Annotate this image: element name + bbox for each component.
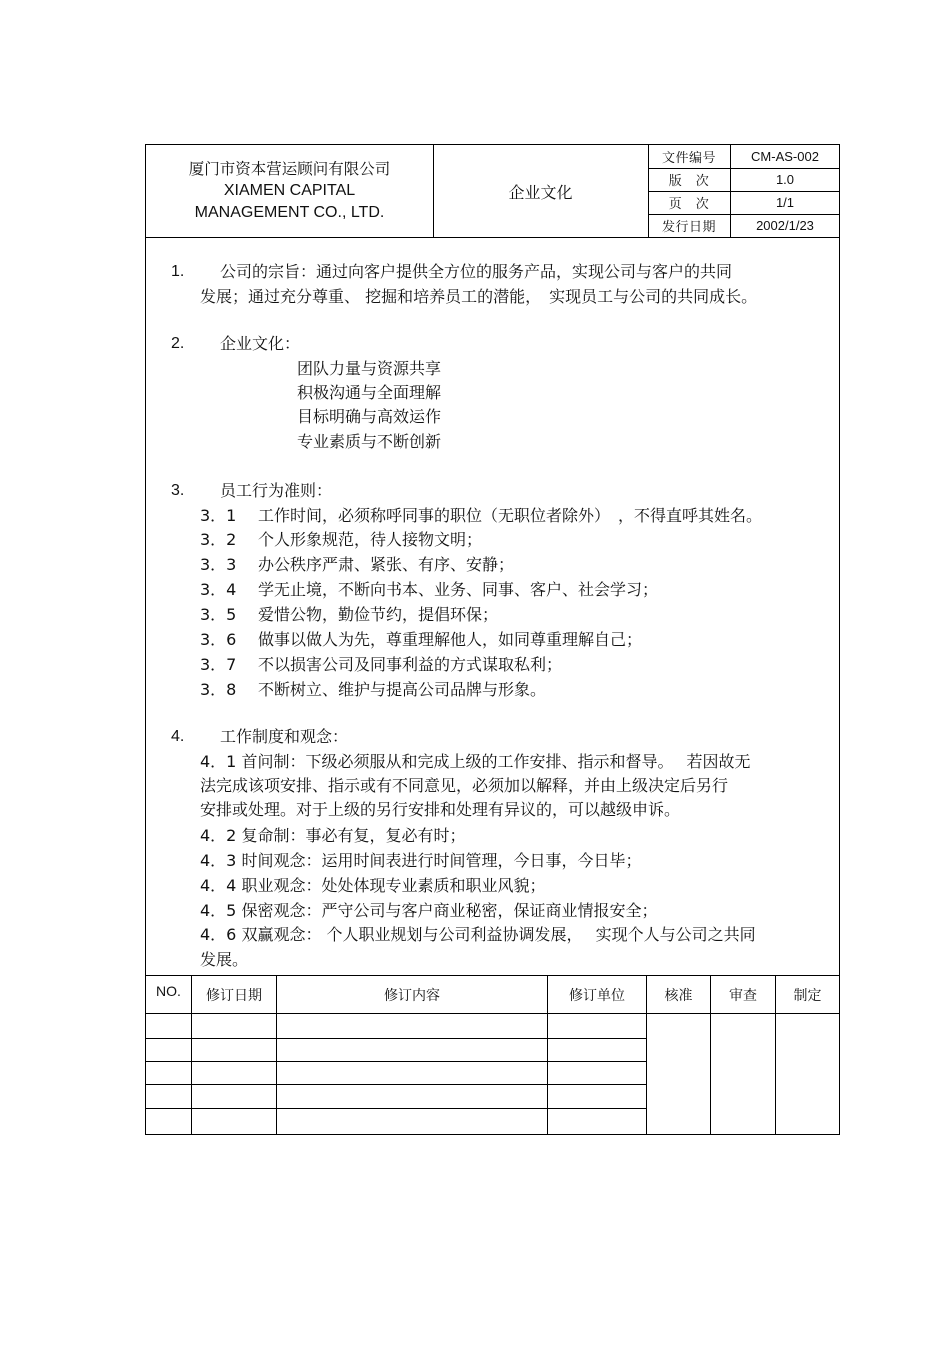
rule-number: 3．1 (200, 506, 237, 525)
section-3-number: 3. (171, 482, 185, 499)
col-header-prepare: 制定 (793, 987, 822, 1004)
rule-text: 不断树立、维护与提高公司品牌与形象。 (258, 680, 547, 699)
policy-text: 法完成该项安排、指示或有不同意见，必须加以解释，并由上级决定后另行 (200, 776, 729, 795)
rule-number: 3．6 (200, 630, 237, 649)
col-header-content: 修订内容 (384, 987, 440, 1004)
rule-number: 3．5 (200, 605, 237, 624)
section-4-heading: 工作制度和观念： (220, 727, 349, 746)
document-title: 企业文化 (433, 145, 649, 237)
section-1-number: 1. (171, 263, 185, 280)
col-header-date: 修订日期 (206, 987, 262, 1004)
col-header-approve: 核准 (664, 987, 693, 1004)
policy-text: 安排或处理。对于上级的另行安排和处理有异议的，可以越级申诉。 (200, 800, 681, 819)
rule-text: 工作时间，必须称呼同事的职位（无职位者除外） ，不得直呼其姓名。 (258, 506, 763, 525)
rule-number: 3．3 (200, 555, 237, 574)
meta-row-page (648, 191, 839, 215)
culture-item: 专业素质与不断创新 (297, 432, 442, 451)
section-1-line2: 发展；通过充分尊重、 挖掘和培养员工的潜能， 实现员工与公司的共同成长。 (200, 287, 758, 306)
rule-number: 3．8 (200, 680, 237, 699)
rule-text: 爱惜公物，勤俭节约，提倡环保； (258, 605, 499, 624)
section-4-number: 4. (171, 728, 185, 745)
meta-label: 发行日期 (648, 214, 731, 237)
section-2-heading: 企业文化： (220, 334, 301, 353)
meta-row-issue-date (648, 214, 839, 237)
section-1-line1: 公司的宗旨：通过向客户提供全方位的服务产品，实现公司与客户的共同 (220, 262, 733, 281)
section-3-heading: 员工行为准则： (220, 481, 333, 500)
policy-text: 4．2 复命制：事必有复，复必有时； (200, 826, 466, 845)
meta-label: 页 次 (648, 191, 731, 214)
col-header-unit: 修订单位 (569, 987, 625, 1004)
rule-text: 办公秩序严肃、紧张、有序、安静； (258, 555, 515, 574)
culture-item: 积极沟通与全面理解 (297, 383, 442, 402)
policy-text: 4．1 首问制：下级必须服从和完成上级的工作安排、指示和督导。 若因故无 (200, 752, 751, 771)
document-frame (145, 144, 840, 1135)
col-header-no: NO. (156, 982, 181, 999)
policy-text: 4．4 职业观念：处处体现专业素质和职业风貌； (200, 876, 546, 895)
meta-value: 2002/1/23 (756, 218, 814, 233)
document-meta (648, 145, 839, 237)
policy-text: 4．6 双赢观念： 个人职业规划与公司利益协调发展， 实现个人与公司之共同 (200, 925, 756, 944)
meta-row-version (648, 168, 839, 192)
rule-number: 3．7 (200, 655, 237, 674)
company-name-cn: 厦门市资本营运顾问有限公司 (188, 160, 391, 178)
policy-text: 4．3 时间观念：运用时间表进行时间管理，今日事，今日毕； (200, 851, 642, 870)
rule-text: 做事以做人为先，尊重理解他人，如同尊重理解自己； (258, 630, 643, 649)
company-name-en-line2: MANAGEMENT CO., LTD. (194, 204, 385, 221)
col-header-review: 审查 (729, 987, 757, 1004)
rule-number: 3．2 (200, 530, 237, 549)
meta-row-doc-number (648, 145, 839, 169)
policy-text: 4．5 保密观念：严守公司与客户商业秘密，保证商业情报安全； (200, 901, 658, 920)
culture-item: 目标明确与高效运作 (297, 407, 442, 426)
rule-text: 个人形象规范，待人接物文明； (258, 530, 483, 549)
rule-text: 学无止境，不断向书本、业务、同事、客户、社会学习； (258, 580, 659, 599)
rule-text: 不以损害公司及同事利益的方式谋取私利； (258, 655, 563, 674)
meta-value: 1/1 (775, 195, 795, 210)
policy-text: 发展。 (200, 950, 249, 969)
meta-label: 版 次 (648, 168, 731, 191)
meta-value: CM-AS-002 (751, 149, 819, 164)
company-name-en-line1: XIAMEN CAPITAL (223, 182, 356, 199)
rule-number: 3．4 (200, 580, 237, 599)
meta-label: 文件编号 (648, 145, 731, 168)
culture-item: 团队力量与资源共享 (297, 359, 442, 378)
revision-table (146, 975, 839, 1135)
meta-value: 1.0 (775, 172, 795, 187)
company-block (146, 145, 434, 237)
document-header (146, 145, 839, 238)
section-2-number: 2. (171, 335, 185, 352)
